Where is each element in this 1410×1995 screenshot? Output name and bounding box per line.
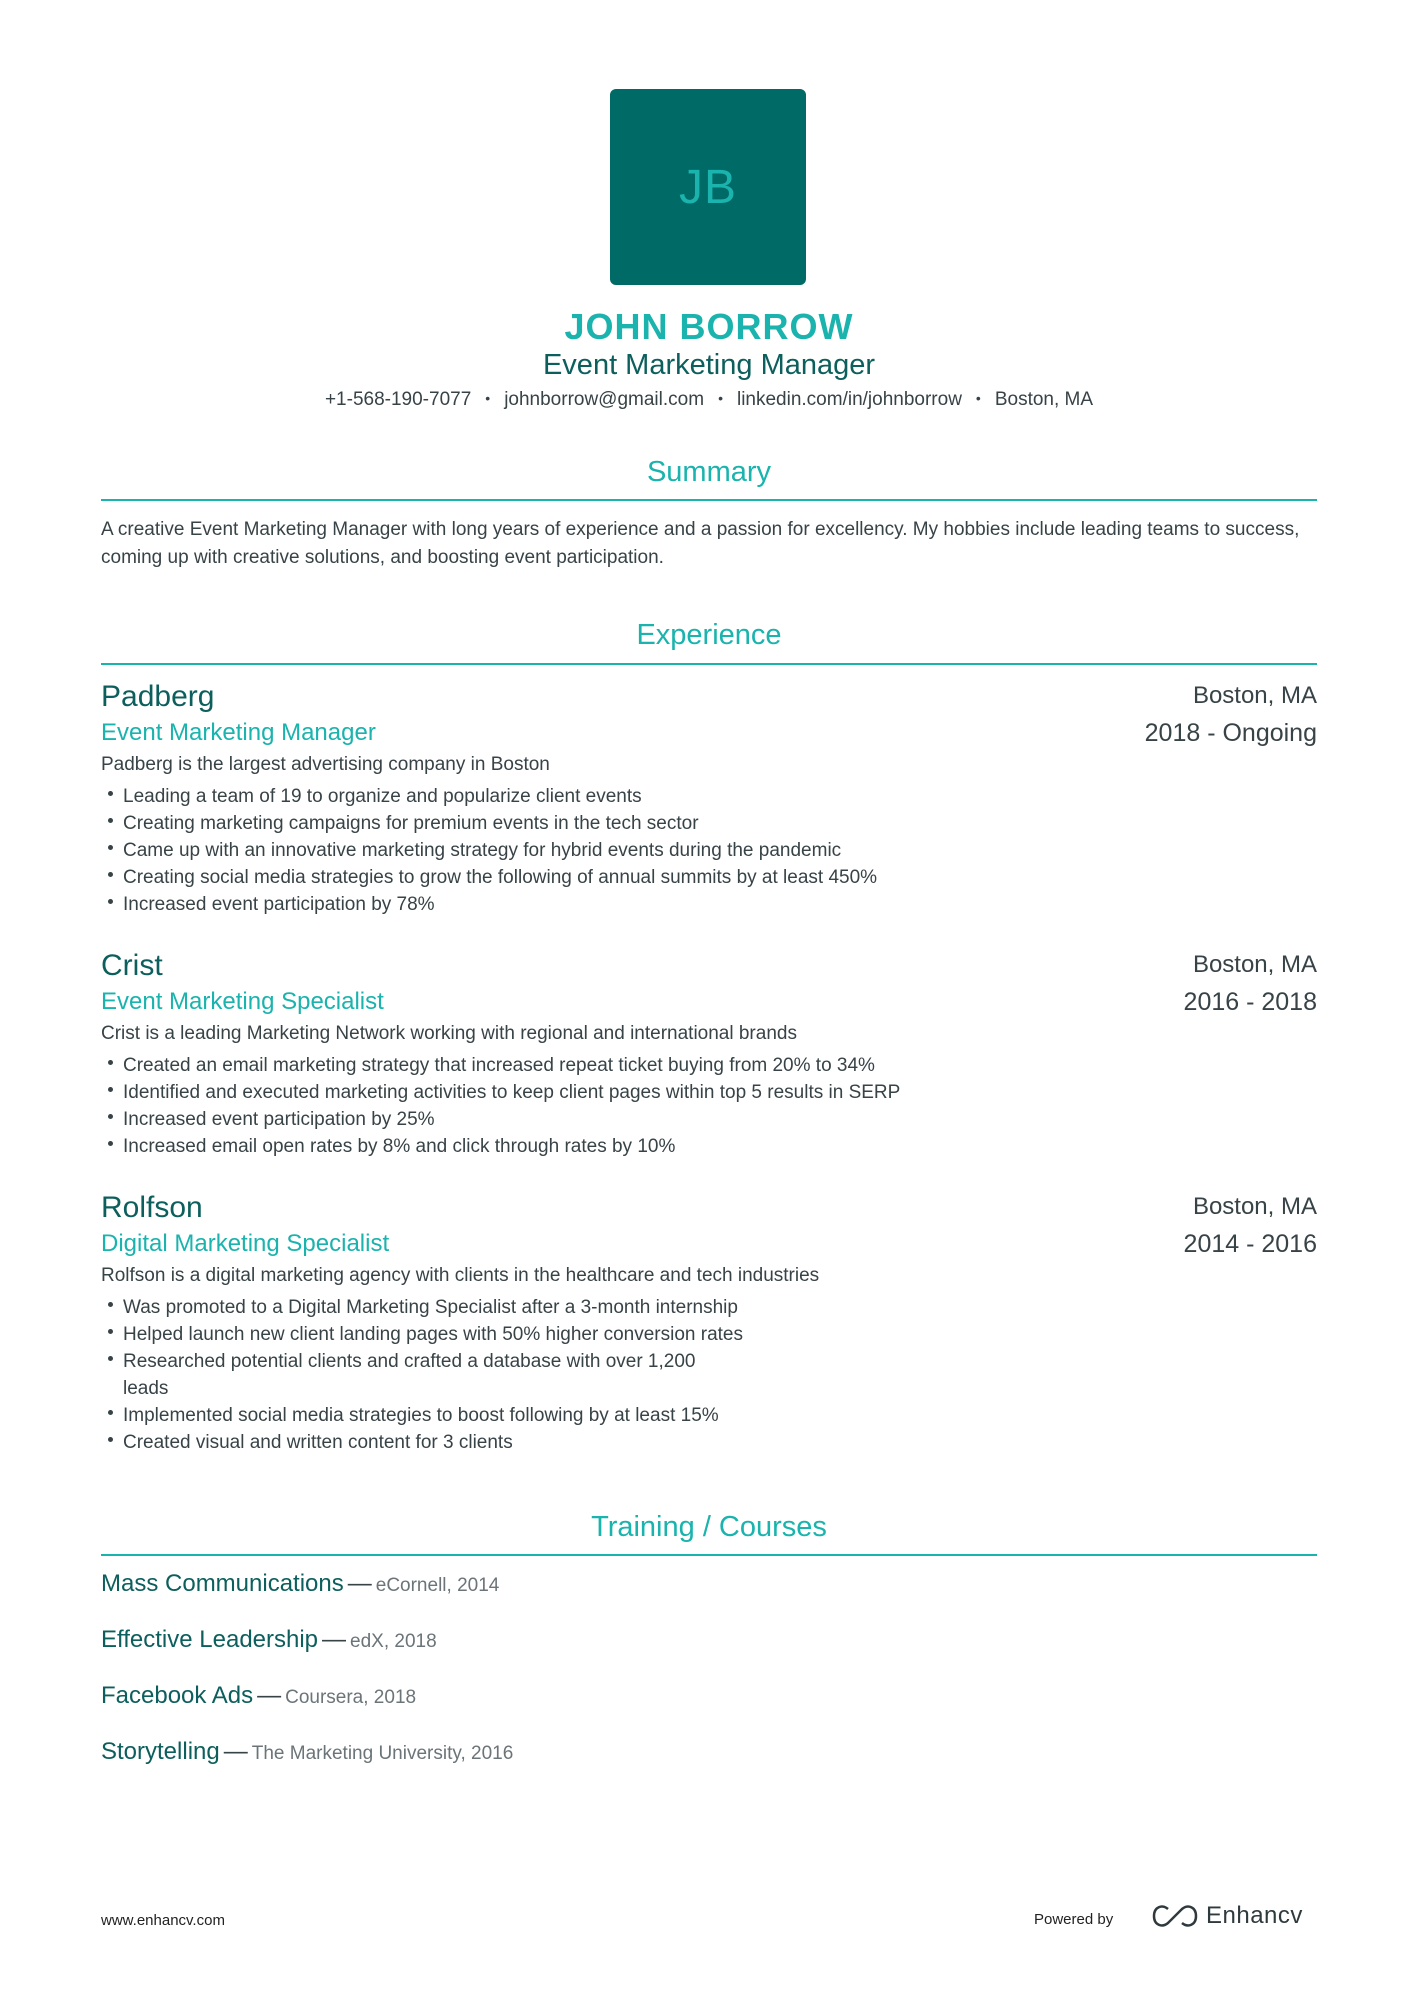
job-location: Boston, MA (1192, 682, 1317, 709)
course-item (101, 1682, 416, 1710)
job-bullets (101, 1294, 743, 1456)
bullet-item: Created visual and written content for 3 clients (101, 1429, 743, 1456)
contact-separator: • (718, 390, 723, 406)
job-title: Event Marketing Specialist (101, 988, 384, 1015)
course-meta: edX, 2018 (350, 1631, 437, 1652)
course-name: Storytelling (101, 1738, 220, 1765)
course-item (101, 1570, 499, 1598)
course-meta: eCornell, 2014 (375, 1575, 500, 1596)
powered-by-label: Powered by (1034, 1911, 1114, 1928)
contact-separator: • (485, 390, 491, 406)
job-bullets (101, 1052, 900, 1160)
job-location: Boston, MA (1192, 951, 1317, 978)
course-meta: The Marketing University, 2016 (251, 1743, 514, 1764)
location: Boston, MA (994, 389, 1094, 410)
section-divider (101, 499, 1317, 501)
course-item (101, 1738, 513, 1766)
company-description: Crist is a leading Marketing Network working with regional and international brands (101, 1023, 797, 1044)
bullet-item: Researched potential clients and crafted a database with over 1,200 leads (101, 1348, 743, 1402)
section-divider (101, 663, 1317, 665)
contact-line (101, 389, 1317, 411)
phone: +1-568-190-7077 (324, 389, 472, 410)
bullet-item: Identified and executed marketing activities to keep client pages within top 5 results in SERP (101, 1079, 900, 1106)
job-bullets (101, 783, 877, 918)
company-name: Crist (101, 949, 163, 982)
candidate-role: Event Marketing Manager (542, 349, 876, 381)
enhancv-logo[interactable] (1152, 1902, 1303, 1930)
bullet-item: Leading a team of 19 to organize and popularize client events (101, 783, 877, 810)
experience-heading: Experience (636, 619, 782, 651)
company-name: Rolfson (101, 1191, 203, 1224)
email-link[interactable]: johnborrow@gmail.com (504, 389, 705, 410)
bullet-item: Was promoted to a Digital Marketing Specialist after a 3-month internship (101, 1294, 743, 1321)
bullet-item: Increased event participation by 78% (101, 891, 877, 918)
summary-heading: Summary (646, 456, 772, 488)
job-dates: 2016 - 2018 (1183, 988, 1317, 1016)
candidate-name: JOHN BORROW (564, 306, 854, 347)
company-description: Rolfson is a digital marketing agency with clients in the healthcare and tech industries (101, 1265, 820, 1286)
bullet-item: Creating marketing campaigns for premium events in the tech sector (101, 810, 877, 837)
job-dates: 2018 - Ongoing (1144, 719, 1317, 747)
job-title: Event Marketing Manager (101, 719, 376, 746)
course-dash: — (223, 1738, 248, 1765)
bullet-item: Helped launch new client landing pages with 50% higher conversion rates (101, 1321, 743, 1348)
course-meta: Coursera, 2018 (285, 1687, 417, 1708)
enhancv-brand-name: Enhancv (1206, 1902, 1303, 1929)
company-description: Padberg is the largest advertising company in Boston (101, 754, 550, 775)
job-location: Boston, MA (1192, 1193, 1317, 1220)
course-name: Facebook Ads (101, 1682, 254, 1709)
bullet-item: Increased event participation by 25% (101, 1106, 900, 1133)
course-dash: — (257, 1682, 282, 1709)
bullet-item: Implemented social media strategies to boost following by at least 15% (101, 1402, 743, 1429)
bullet-item: Creating social media strategies to grow the following of annual summits by at least 450% (101, 864, 877, 891)
bullet-item: Created an email marketing strategy that increased repeat ticket buying from 20% to 34% (101, 1052, 900, 1079)
bullet-item: Increased email open rates by 8% and click through rates by 10% (101, 1133, 900, 1160)
job-dates: 2014 - 2016 (1183, 1230, 1317, 1258)
enhancv-logo-icon (1152, 1905, 1198, 1927)
contact-separator: • (975, 390, 981, 406)
course-dash: — (322, 1626, 347, 1653)
avatar (610, 89, 806, 285)
course-name: Mass Communications (101, 1570, 344, 1597)
company-name: Padberg (101, 680, 215, 713)
summary-text: A creative Event Marketing Manager with long years of experience and a passion for excellency. My hobbies include leading teams to success, coming up with creative solutions, and boosting event participation. (101, 519, 1300, 568)
course-dash: — (347, 1570, 372, 1597)
job-title: Digital Marketing Specialist (101, 1230, 390, 1257)
bullet-item: Came up with an innovative marketing strategy for hybrid events during the pandemic (101, 837, 877, 864)
avatar-initials: JB (678, 160, 737, 214)
course-item (101, 1626, 437, 1654)
course-name: Effective Leadership (101, 1626, 319, 1653)
footer-url-link[interactable]: www.enhancv.com (101, 1912, 225, 1929)
training-heading: Training / Courses (591, 1511, 827, 1543)
section-divider (101, 1554, 1317, 1556)
linkedin-link[interactable]: linkedin.com/in/johnborrow (736, 389, 962, 410)
